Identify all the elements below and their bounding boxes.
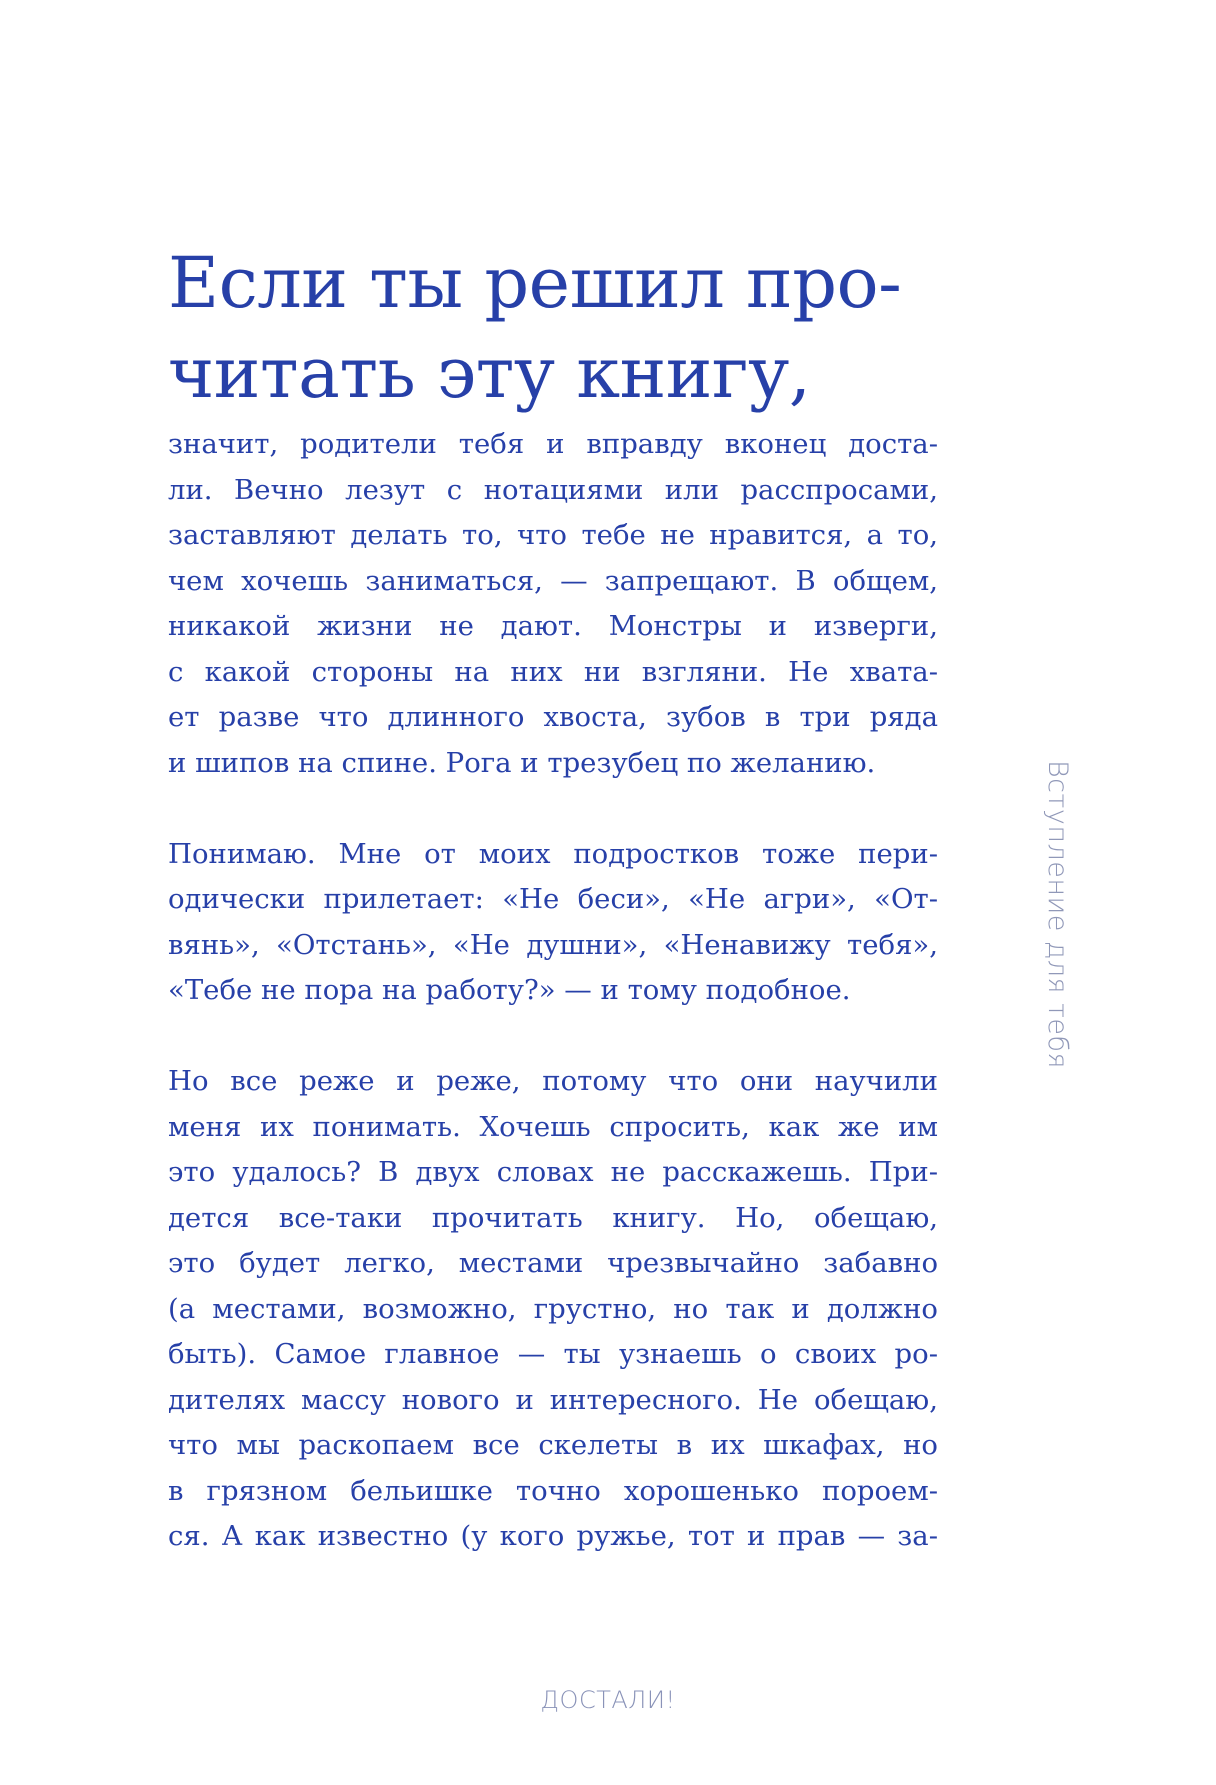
text-line: Но все реже и реже, потому что они научили <box>168 1065 938 1097</box>
text-line: (а местами, возможно, грустно, но так и должно <box>168 1292 938 1325</box>
text-line: Понимаю. Мне от моих подростков тоже пери- <box>168 837 938 870</box>
chapter-heading <box>168 238 948 418</box>
text-line: ли. Вечно лезут с нотациями или расспросами, <box>168 473 938 506</box>
text-line: заставляют делать то, что тебе не нравится, а то, <box>168 519 938 551</box>
paragraph-spacer <box>168 1014 938 1060</box>
text-line: ся. А как известно (у кого ружье, тот и прав — за- <box>168 1520 938 1552</box>
text-line: меня их понимать. Хочешь спросить, как же им <box>168 1110 938 1143</box>
text-line: быть). Самое главное — ты узнаешь о своих ро- <box>168 1338 938 1370</box>
paragraph-spacer <box>168 786 938 832</box>
heading-line: читать эту книгу, <box>168 332 811 414</box>
text-line: дется все-таки прочитать книгу. Но, обещаю, <box>168 1201 938 1234</box>
paragraph-1 <box>168 422 938 786</box>
paragraph-3 <box>168 1059 938 1560</box>
section-side-label: Вступление для тебя <box>1042 760 1073 1070</box>
text-line: это удалось? В двух словах не расскажешь. При- <box>168 1156 938 1188</box>
heading-line: Если ты решил про- <box>168 242 902 324</box>
text-line: и шипов на спине. Рога и трезубец по желанию. <box>168 746 876 779</box>
text-line: что мы раскопаем все скелеты в их шкафах, но <box>168 1429 938 1461</box>
text-line: никакой жизни не дают. Монстры и изверги, <box>168 610 938 642</box>
paragraph-2 <box>168 832 938 1014</box>
text-line: с какой стороны на них ни взгляни. Не хвата- <box>168 655 938 688</box>
body-text <box>168 422 938 1560</box>
text-line: чем хочешь заниматься, — запрещают. В общем, <box>168 564 938 597</box>
text-line: значит, родители тебя и вправду вконец доста- <box>168 428 938 460</box>
text-line: в грязном бельишке точно хорошенько пороем- <box>168 1474 938 1507</box>
running-footer: ДОСТАЛИ! <box>540 1686 676 1714</box>
text-line: одически прилетает: «Не беси», «Не агри», «От- <box>168 883 938 915</box>
text-line: это будет легко, местами чрезвычайно забавно <box>168 1247 938 1279</box>
text-line: дителях массу нового и интересного. Не обещаю, <box>168 1383 938 1416</box>
text-line: вянь», «Отстань», «Не душни», «Ненавижу тебя», <box>168 928 938 961</box>
text-line: «Тебе не пора на работу?» — и тому подобное. <box>168 974 851 1006</box>
text-line: ет разве что длинного хвоста, зубов в три ряда <box>168 701 938 733</box>
